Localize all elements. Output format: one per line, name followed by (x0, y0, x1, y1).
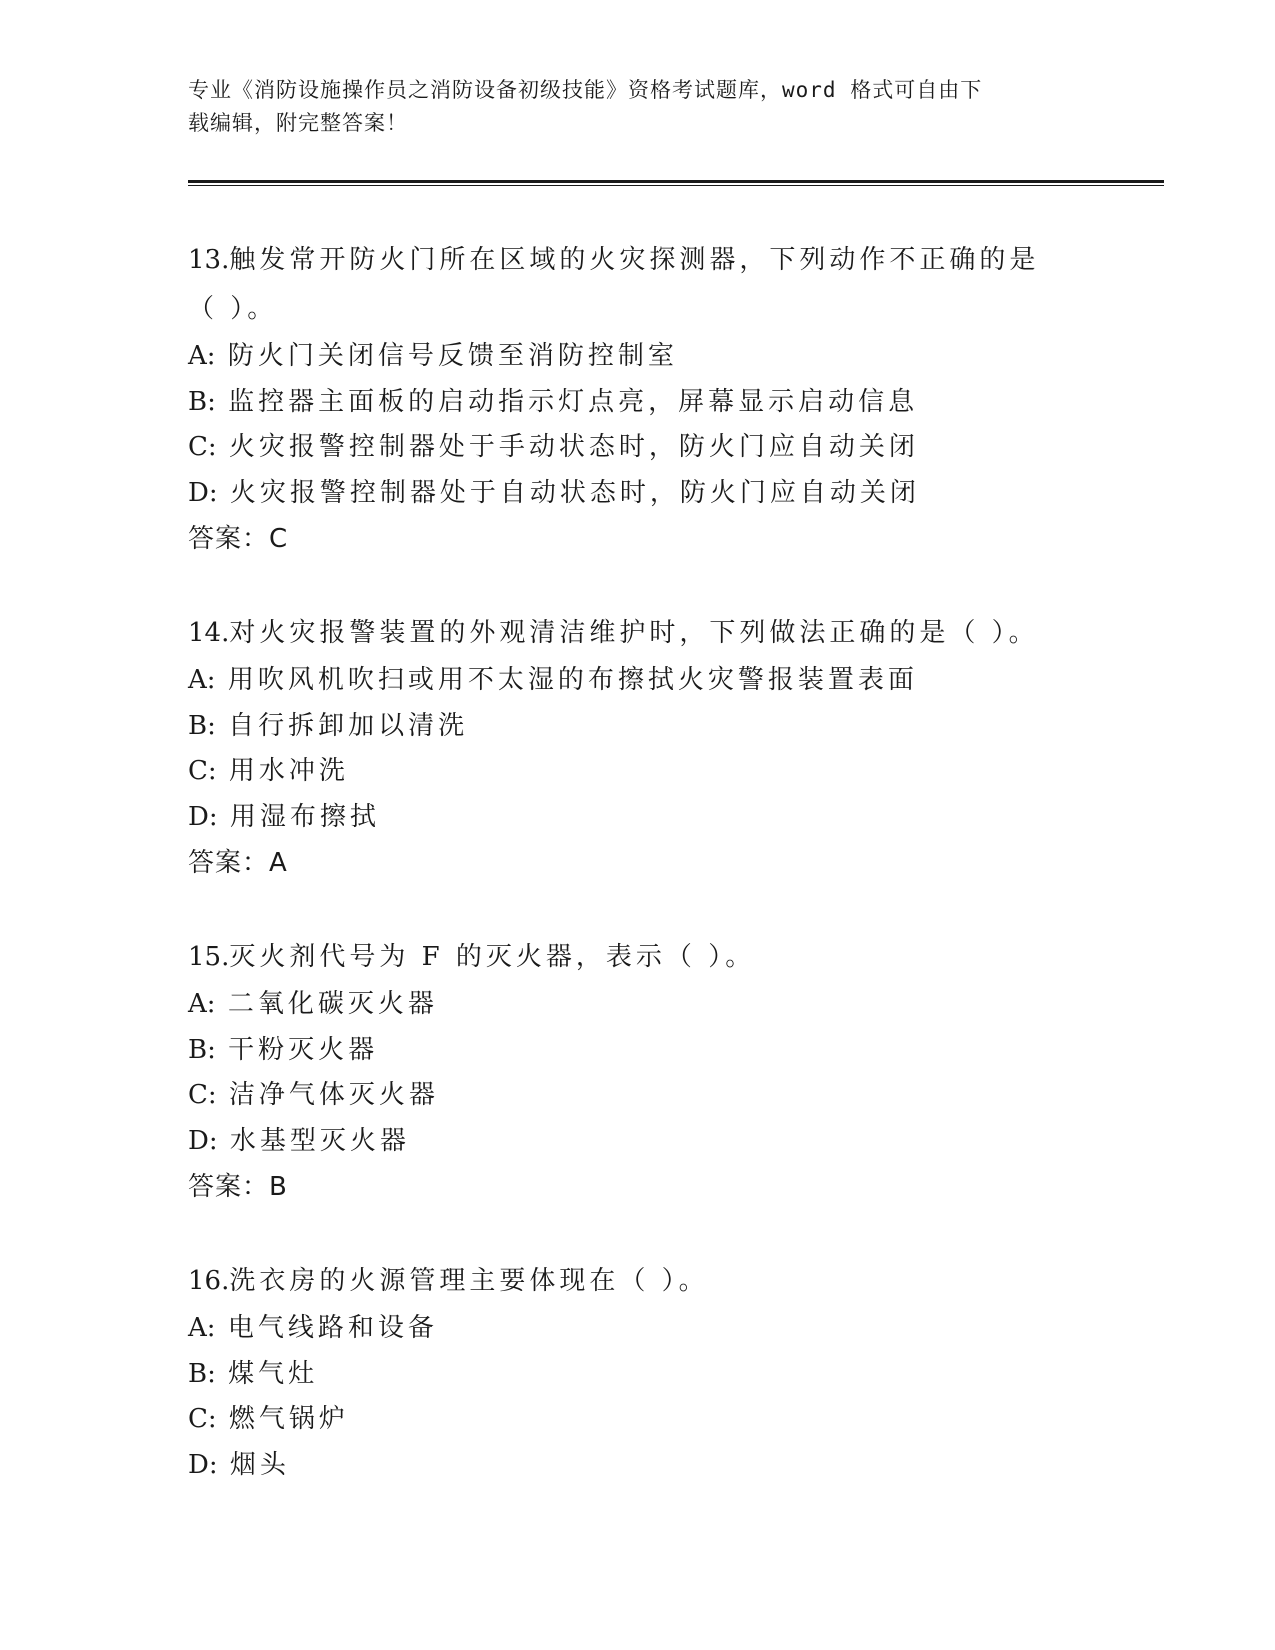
answer-label: 答案：C (188, 524, 289, 554)
option-c (188, 425, 1068, 471)
question-13 (188, 236, 1068, 563)
header-line-1: 专业《消防设施操作员之消防设备初级技能》资格考试题库，word 格式可自由下 (188, 78, 983, 102)
question-number: 15. (188, 942, 230, 972)
option-text: 洁净气体灭火器 (228, 1080, 439, 1110)
option-a (188, 982, 1068, 1028)
option-letter: A: (188, 989, 216, 1019)
option-letter: B: (188, 386, 216, 417)
answer-label: 答案：B (188, 1172, 288, 1202)
option-letter: D: (188, 1125, 218, 1156)
question-stem (188, 236, 1068, 334)
option-letter: C: (188, 1080, 217, 1110)
option-c (188, 1073, 1068, 1119)
question-stem (188, 933, 1068, 982)
question-stem (188, 609, 1068, 658)
option-letter: B: (188, 710, 216, 741)
option-letter: A: (188, 665, 216, 695)
question-15 (188, 933, 1068, 1211)
header-line-2: 载编辑，附完整答案！ (188, 111, 408, 135)
question-16 (188, 1257, 1068, 1488)
question-text: 灭火剂代号为 F 的灭火器，表示（ ）。 (229, 942, 756, 972)
question-text: 触发常开防火门所在区域的火灾探测器，下列动作不正确的是（ ）。 (188, 245, 1040, 324)
header-divider-thick (188, 180, 1164, 183)
option-letter: A: (188, 341, 216, 371)
option-d (188, 1119, 1068, 1165)
option-text: 水基型灭火器 (229, 1125, 410, 1156)
option-letter: B: (188, 1034, 216, 1065)
option-letter: C: (188, 432, 217, 462)
question-text: 对火灾报警装置的外观清洁维护时，下列做法正确的是（ ）。 (229, 618, 1039, 648)
option-letter: B: (188, 1358, 216, 1389)
option-text: 干粉灭火器 (228, 1034, 379, 1065)
option-b (188, 380, 1068, 426)
option-letter: C: (188, 756, 217, 786)
question-14 (188, 609, 1068, 887)
option-text: 监控器主面板的启动指示灯点亮，屏幕显示启动信息 (228, 386, 919, 417)
option-text: 二氧化碳灭火器 (227, 989, 438, 1019)
option-a (188, 658, 1068, 704)
option-letter: C: (188, 1404, 217, 1434)
option-text: 火灾报警控制器处于手动状态时，防火门应自动关闭 (228, 432, 919, 462)
option-text: 烟头 (229, 1449, 290, 1480)
option-letter: D: (188, 801, 218, 832)
answer-label: 答案：A (188, 848, 288, 878)
option-a (188, 334, 1068, 380)
option-text: 煤气灶 (228, 1358, 319, 1389)
question-number: 13. (188, 245, 230, 275)
option-text: 防火门关闭信号反馈至消防控制室 (227, 341, 678, 371)
option-letter: A: (188, 1313, 216, 1343)
question-stem (188, 1257, 1068, 1306)
option-c (188, 1397, 1068, 1443)
option-b (188, 1028, 1068, 1074)
option-letter: D: (188, 1449, 218, 1480)
option-text: 燃气锅炉 (228, 1404, 349, 1434)
option-b (188, 704, 1068, 750)
option-letter: D: (188, 477, 218, 508)
option-d (188, 471, 1068, 517)
option-text: 火灾报警控制器处于自动状态时，防火门应自动关闭 (229, 477, 920, 508)
option-text: 用吹风机吹扫或用不太湿的布擦拭火灾警报装置表面 (227, 665, 918, 695)
question-number: 16. (188, 1266, 230, 1296)
option-b (188, 1352, 1068, 1398)
option-text: 用湿布擦拭 (229, 801, 380, 832)
option-text: 用水冲洗 (228, 756, 349, 786)
question-text: 洗衣房的火源管理主要体现在（ ）。 (229, 1266, 709, 1296)
option-d (188, 1443, 1068, 1489)
document-header (188, 74, 1068, 140)
option-a (188, 1306, 1068, 1352)
option-text: 自行拆卸加以清洗 (228, 710, 469, 741)
question-list (188, 236, 1068, 1534)
header-divider-thin (188, 185, 1164, 186)
option-d (188, 795, 1068, 841)
option-text: 电气线路和设备 (227, 1313, 438, 1343)
question-number: 14. (188, 618, 230, 648)
option-c (188, 749, 1068, 795)
